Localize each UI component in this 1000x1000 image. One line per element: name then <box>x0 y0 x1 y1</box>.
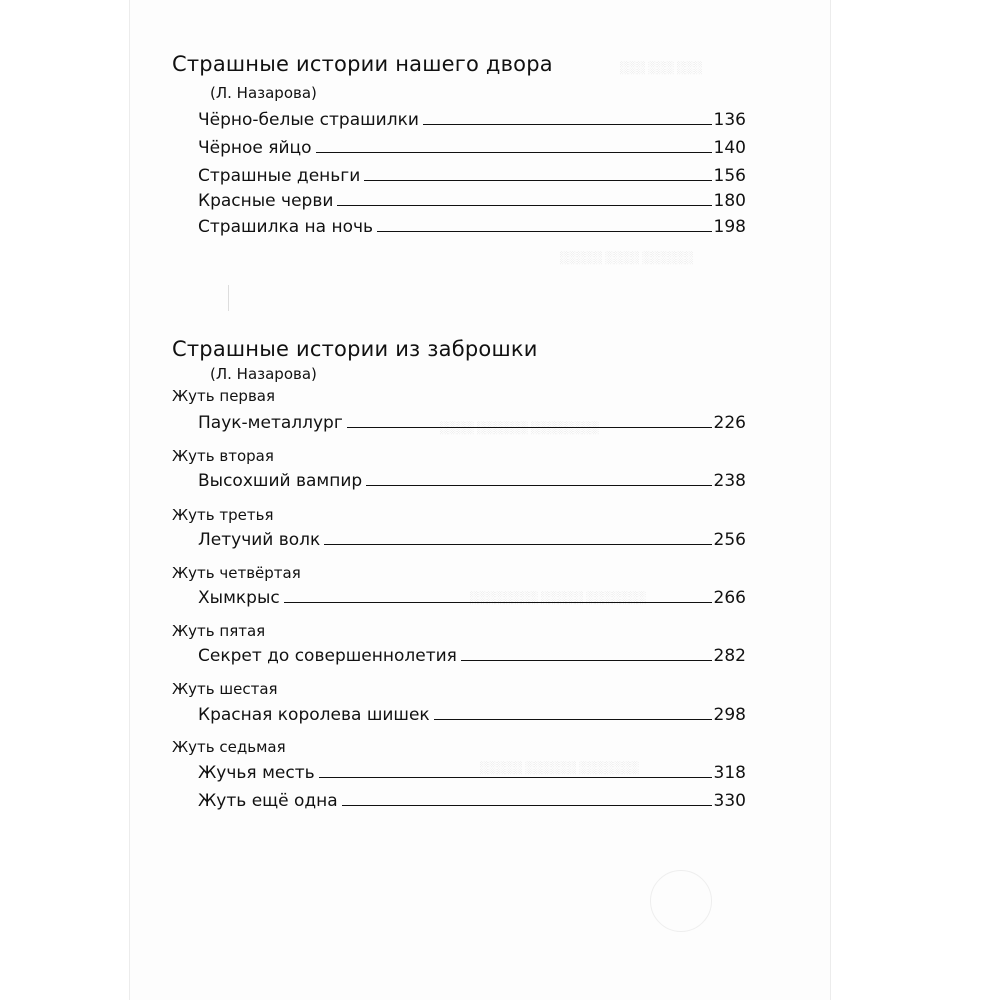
leader-line <box>342 805 712 806</box>
section-author: (Л. Назарова) <box>210 84 317 102</box>
leader-line <box>364 180 711 181</box>
toc-entry-title: Паук-металлург <box>198 413 343 433</box>
group-label: Жуть шестая <box>172 680 278 698</box>
leader-line <box>319 777 712 778</box>
toc-entry-title: Чёрное яйцо <box>198 138 312 158</box>
toc-entry-title: Летучий волк <box>198 530 321 550</box>
leader-line <box>461 660 712 661</box>
toc-entry-title: Высохший вампир <box>198 471 363 491</box>
leader-line <box>377 231 711 232</box>
section-title: Страшные истории из заброшки <box>172 337 538 361</box>
toc-entry-title: Страшные деньги <box>198 166 361 186</box>
toc-entry-page: 238 <box>713 471 746 491</box>
show-through-stamp <box>650 870 712 932</box>
toc-entry <box>198 471 746 491</box>
page-mark <box>228 285 229 311</box>
toc-entry <box>198 413 746 433</box>
toc-entry <box>198 530 746 550</box>
toc-entry-title: Жуть ещё одна <box>198 791 338 811</box>
toc-entry <box>198 110 746 130</box>
group-label: Жуть седьмая <box>172 738 286 756</box>
show-through-text: ░░░░░░░░ ░░░░░░ ░░░░ <box>440 421 600 435</box>
group-label: Жуть пятая <box>172 622 266 640</box>
leader-line <box>423 124 712 125</box>
toc-entry <box>198 191 746 211</box>
toc-entry-title: Чёрно-белые страшилки <box>198 110 419 130</box>
toc-entry <box>198 705 746 725</box>
toc-entry <box>198 763 746 783</box>
toc-entry-page: 156 <box>713 166 746 186</box>
section-title: Страшные истории нашего двора <box>172 52 553 76</box>
toc-entry-page: 180 <box>713 191 746 211</box>
toc-entry <box>198 588 746 608</box>
toc-entry-page: 318 <box>713 763 746 783</box>
leader-line <box>284 602 712 603</box>
leader-line <box>324 544 711 545</box>
toc-entry-page: 298 <box>713 705 746 725</box>
toc-entry-page: 198 <box>713 217 746 237</box>
show-through-text: ░░░░░░░ ░░░░░░ ░░░░░ <box>480 761 640 775</box>
toc-entry-title: Хымкрыс <box>198 588 280 608</box>
toc-entry-page: 136 <box>713 110 746 130</box>
toc-entry-page: 226 <box>713 413 746 433</box>
section-author: (Л. Назарова) <box>210 365 317 383</box>
toc-entry-page: 330 <box>713 791 746 811</box>
show-through-text: ░░░░░░░ ░░░░░ ░░░░░░░░ <box>470 591 647 605</box>
leader-line <box>434 719 712 720</box>
group-label: Жуть вторая <box>172 447 274 465</box>
toc-entry <box>198 138 746 158</box>
group-label: Жуть четвёртая <box>172 564 301 582</box>
toc-entry <box>198 166 746 186</box>
leader-line <box>316 152 712 153</box>
toc-entry <box>198 646 746 666</box>
toc-entry-page: 256 <box>713 530 746 550</box>
toc-entry-page: 282 <box>713 646 746 666</box>
toc-entry <box>198 217 746 237</box>
toc-entry-page: 140 <box>713 138 746 158</box>
toc-entry-page: 266 <box>713 588 746 608</box>
toc-entry <box>198 791 746 811</box>
show-through-text: ░░░ ░░░ ░░░ <box>620 61 703 75</box>
toc-entry-title: Красные черви <box>198 191 334 211</box>
leader-line <box>347 427 712 428</box>
toc-entry-title: Жучья месть <box>198 763 315 783</box>
toc-entry-title: Секрет до совершеннолетия <box>198 646 457 666</box>
show-through-text: ░░░░░░ ░░░░ ░░░░░ <box>560 251 694 265</box>
group-label: Жуть третья <box>172 506 274 524</box>
leader-line <box>366 485 711 486</box>
toc-entry-title: Страшилка на ночь <box>198 217 374 237</box>
group-label: Жуть первая <box>172 387 275 405</box>
leader-line <box>337 205 711 206</box>
toc-entry-title: Красная королева шишек <box>198 705 430 725</box>
